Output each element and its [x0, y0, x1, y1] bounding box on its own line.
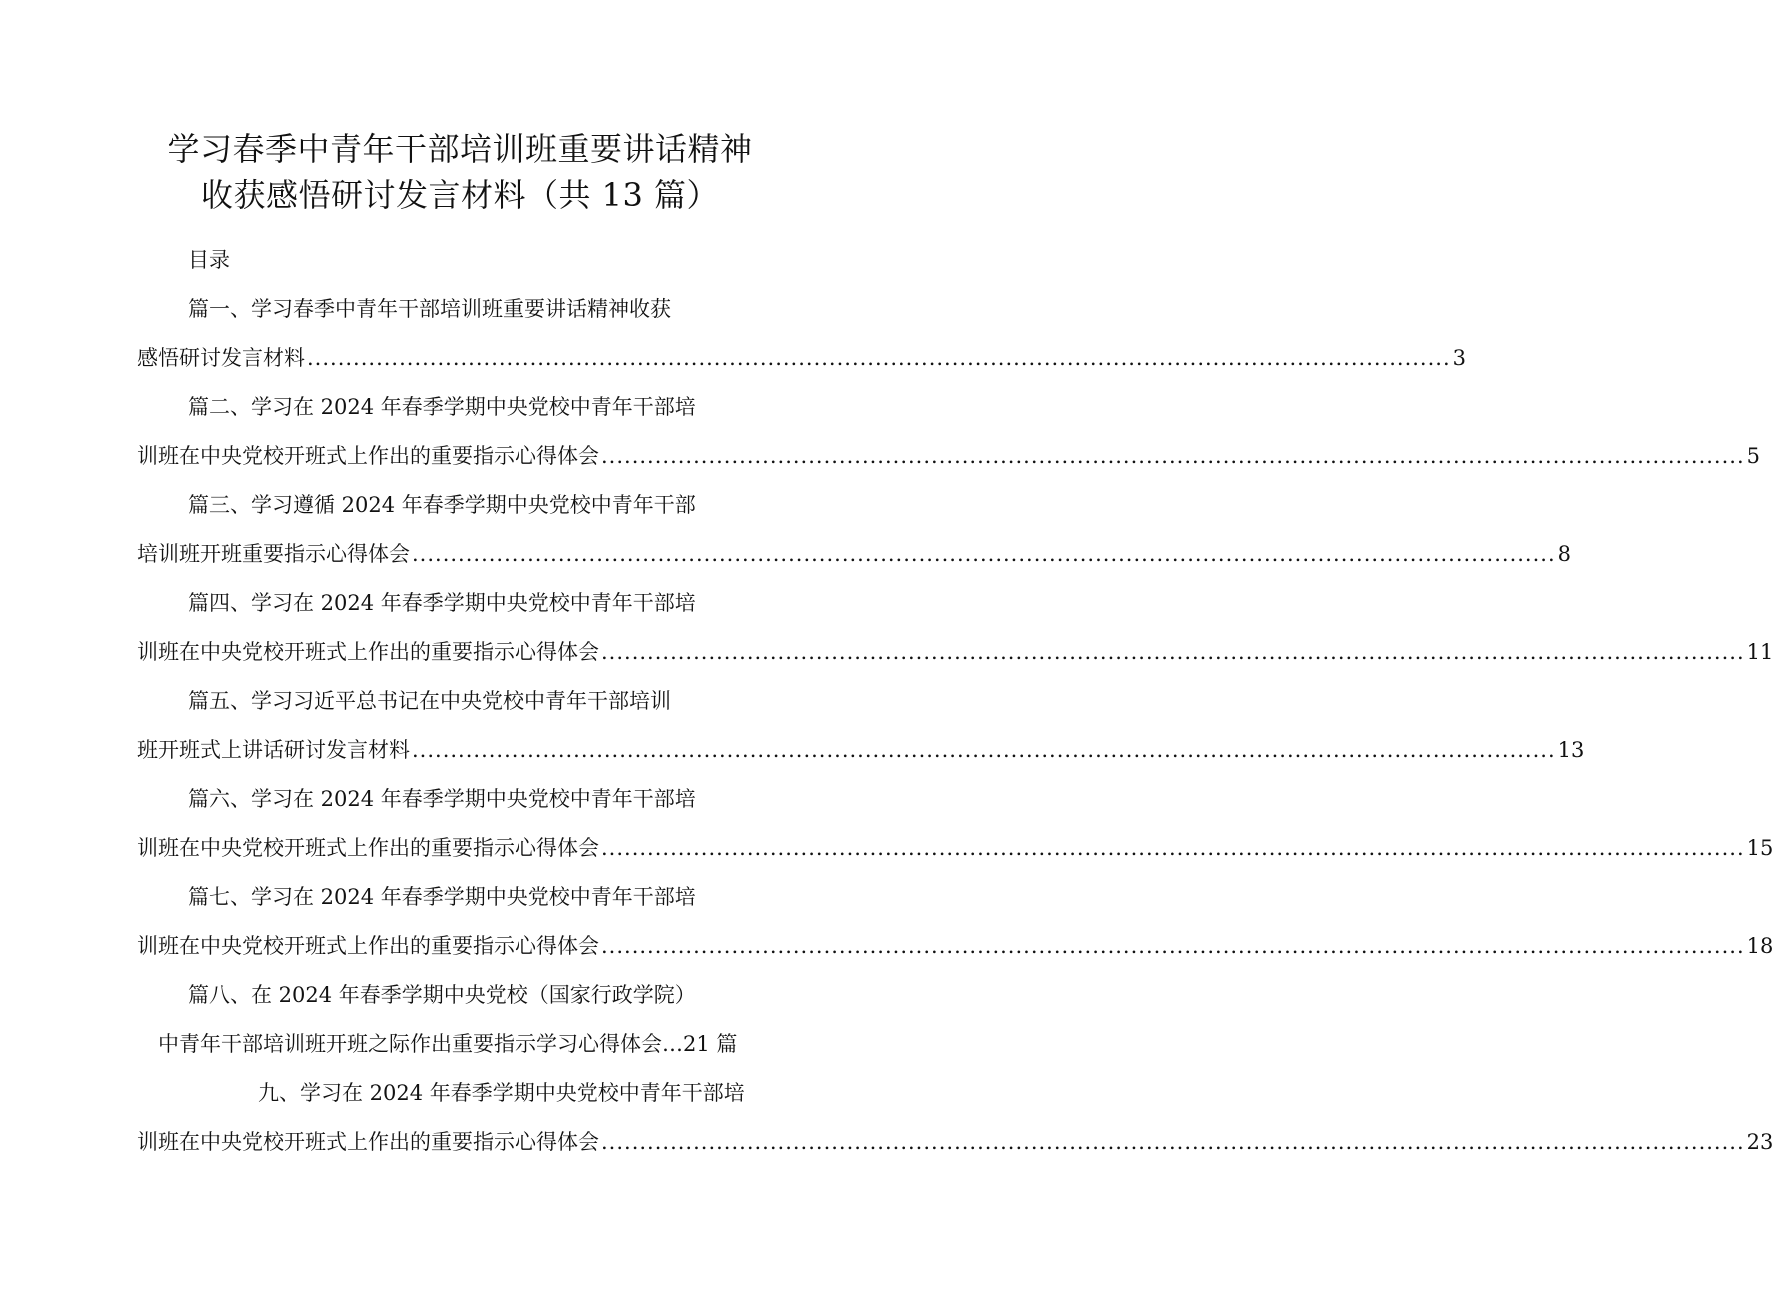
toc-entry-3-line2[interactable] — [137, 539, 1571, 569]
toc-leader-dots: ..................................................................................................................................................... — [601, 836, 1745, 860]
toc-entry-3-line1[interactable]: 篇三、学习遵循 2024 年春季学期中央党校中青年干部 — [188, 493, 696, 517]
toc-entry-4-line2[interactable] — [137, 637, 1773, 667]
toc-entry-5-line2[interactable] — [137, 735, 1585, 765]
toc-entry-6-line1[interactable]: 篇六、学习在 2024 年春季学期中央党校中青年干部培 — [188, 787, 696, 811]
toc-entry-9-line1[interactable]: 九、学习在 2024 年春季学期中央党校中青年干部培 — [258, 1081, 745, 1105]
toc-page-number: 11 — [1746, 640, 1773, 664]
toc-entry-1-line1[interactable]: 篇一、学习春季中青年干部培训班重要讲话精神收获 — [188, 297, 671, 321]
toc-entry-2-line1[interactable]: 篇二、学习在 2024 年春季学期中央党校中青年干部培 — [188, 395, 696, 419]
toc-entry-7-line1[interactable]: 篇七、学习在 2024 年春季学期中央党校中青年干部培 — [188, 885, 696, 909]
toc-entry-text: 训班在中央党校开班式上作出的重要指示心得体会 — [137, 934, 599, 958]
toc-page-number: 18 — [1746, 934, 1773, 958]
toc-leader-dots: ..................................................................................................................................................... — [412, 738, 1556, 762]
toc-entry-4-line1[interactable]: 篇四、学习在 2024 年春季学期中央党校中青年干部培 — [188, 591, 696, 615]
toc-page-number: 13 — [1557, 738, 1585, 762]
toc-entry-text: 班开班式上讲话研讨发言材料 — [137, 738, 410, 762]
toc-entry-8-line2[interactable]: 中青年干部培训班开班之际作出重要指示学习心得体会…21 篇 — [158, 1032, 738, 1056]
toc-entry-6-line2[interactable] — [137, 833, 1773, 863]
toc-entry-1-line2[interactable] — [137, 343, 1466, 373]
toc-entry-text: 训班在中央党校开班式上作出的重要指示心得体会 — [137, 640, 599, 664]
toc-leader-dots: ..................................................................................................................................................... — [601, 934, 1745, 958]
toc-leader-dots: ..................................................................................................................................................... — [601, 444, 1745, 468]
toc-page-number: 23 — [1746, 1130, 1773, 1154]
toc-leader-dots: ..................................................................................................................................................... — [601, 1130, 1745, 1154]
toc-entry-2-line2[interactable] — [137, 441, 1760, 471]
toc-leader-dots: ..................................................................................................................................................... — [601, 640, 1745, 664]
toc-heading: 目录 — [188, 248, 230, 272]
toc-entry-5-line1[interactable]: 篇五、学习习近平总书记在中央党校中青年干部培训 — [188, 689, 671, 713]
toc-page-number: 8 — [1557, 542, 1571, 566]
toc-entry-text: 培训班开班重要指示心得体会 — [137, 542, 410, 566]
toc-page-number: 5 — [1746, 444, 1760, 468]
toc-page-number: 15 — [1746, 836, 1773, 860]
toc-entry-text: 感悟研讨发言材料 — [137, 346, 305, 370]
toc-entry-8-line1[interactable]: 篇八、在 2024 年春季学期中央党校（国家行政学院） — [188, 983, 696, 1007]
document-title-line1: 学习春季中青年干部培训班重要讲话精神 — [167, 130, 753, 168]
toc-entry-text: 训班在中央党校开班式上作出的重要指示心得体会 — [137, 444, 599, 468]
toc-page-number: 3 — [1452, 346, 1466, 370]
toc-entry-9-line2[interactable] — [137, 1127, 1773, 1157]
toc-entry-text: 训班在中央党校开班式上作出的重要指示心得体会 — [137, 836, 599, 860]
toc-leader-dots: ..................................................................................................................................................... — [307, 346, 1451, 370]
toc-entry-text: 训班在中央党校开班式上作出的重要指示心得体会 — [137, 1130, 599, 1154]
toc-leader-dots: ..................................................................................................................................................... — [412, 542, 1556, 566]
document-title-line2: 收获感悟研讨发言材料（共 13 篇） — [200, 176, 720, 214]
toc-entry-7-line2[interactable] — [137, 931, 1773, 961]
